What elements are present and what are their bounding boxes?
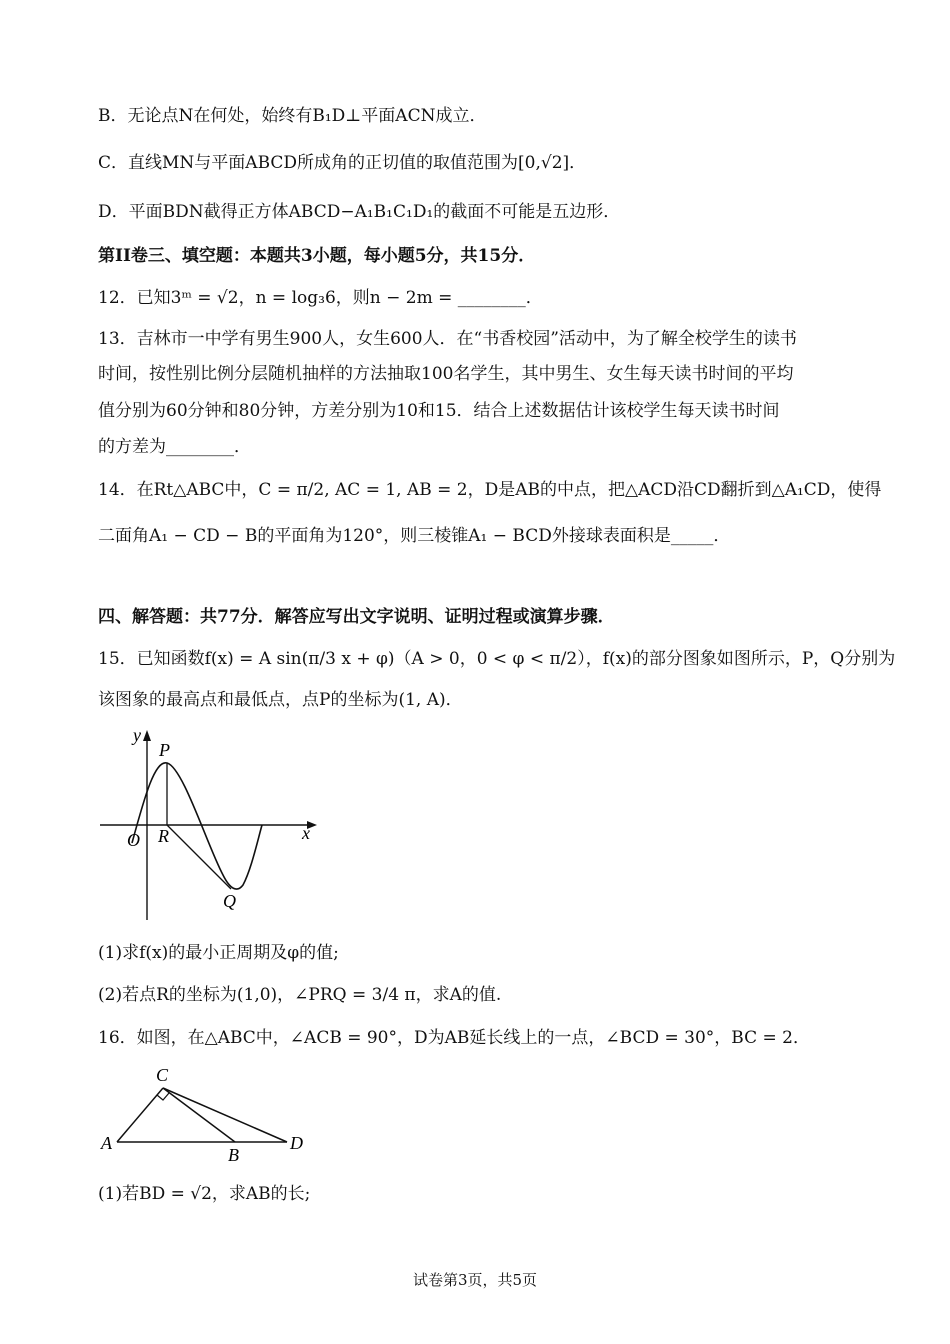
label-p: P xyxy=(159,740,170,760)
label-o: O xyxy=(127,830,140,850)
question-13-line-2: 时间，按性别比例分层随机抽样的方法抽取100名学生，其中男生、女生每天读书时间的平均 xyxy=(98,364,794,384)
label-a: A xyxy=(101,1133,112,1153)
question-15-line-1: 15．已知函数f(x) = A sin(π/3 x + φ)（A > 0，0 < φ < π/2），f(x)的部分图象如图所示，P，Q分别为 xyxy=(98,649,896,669)
question-14-line-1: 14．在Rt△ABC中，C = π/2, AC = 1, AB = 2，D是AB的中点，把△ACD沿CD翻折到△A₁CD，使得 xyxy=(98,480,882,500)
segment-ac xyxy=(117,1088,163,1142)
triangle-figure xyxy=(95,1060,325,1170)
label-b: B xyxy=(228,1145,239,1165)
section-3-title: 第II卷三、填空题：本题共3小题，每小题5分，共15分． xyxy=(98,246,536,266)
question-15-part-2: (2)若点R的坐标为(1,0)，∠PRQ = 3/4 π，求A的值. xyxy=(98,985,502,1005)
sine-curve xyxy=(132,763,262,889)
label-c: C xyxy=(156,1065,169,1085)
question-16-line-1: 16．如图，在△ABC中，∠ACB = 90°，D为AB延长线上的一点，∠BCD = 30°，BC = 2． xyxy=(98,1028,810,1048)
label-y: y xyxy=(133,725,141,745)
label-q: Q xyxy=(223,891,236,911)
option-b: B．无论点N在何处，始终有B₁D⊥平面ACN成立． xyxy=(98,106,487,126)
option-d: D．平面BDN截得正方体ABCD−A₁B₁C₁D₁的截面不可能是五边形． xyxy=(98,202,621,222)
question-16-part-1: (1)若BD = √2，求AB的长; xyxy=(98,1184,311,1204)
question-13-line-4: 的方差为________． xyxy=(98,437,251,457)
question-13-line-1: 13．吉林市一中学有男生900人，女生600人．在“书香校园”活动中，为了解全校学生的读书 xyxy=(98,329,797,349)
question-15-line-2: 该图象的最高点和最低点，点P的坐标为(1, A)． xyxy=(98,690,463,710)
sine-graph-figure xyxy=(95,725,325,925)
question-15-part-1: (1)求f(x)的最小正周期及φ的值; xyxy=(98,943,339,963)
segment-rq xyxy=(167,825,231,889)
label-r: R xyxy=(158,826,169,846)
label-x: x xyxy=(302,823,310,843)
section-4-title: 四、解答题：共77分．解答应写出文字说明、证明过程或演算步骤． xyxy=(98,607,615,627)
y-axis-arrow xyxy=(143,730,151,741)
label-d: D xyxy=(290,1133,303,1153)
question-14-line-2: 二面角A₁ − CD − B的平面角为120°，则三棱锥A₁ − BCD外接球表面积是_____． xyxy=(98,526,731,546)
option-c: C．直线MN与平面ABCD所成角的正切值的取值范围为[0,√2]． xyxy=(98,153,587,173)
question-13-line-3: 值分别为60分钟和80分钟，方差分别为10和15．结合上述数据估计该校学生每天读书时间 xyxy=(98,401,780,421)
question-12: 12．已知3ᵐ = √2，n = log₃6，则n − 2m = ________． xyxy=(98,288,543,308)
page-footer: 试卷第3页，共5页 xyxy=(412,1271,538,1289)
